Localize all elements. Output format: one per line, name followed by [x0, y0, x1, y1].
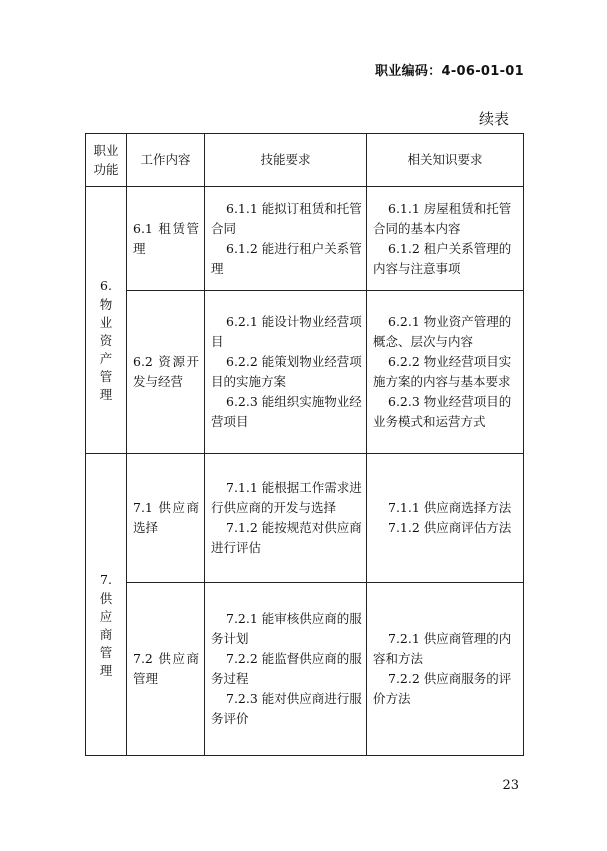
- table-row: [86, 291, 524, 454]
- skill-item: 6.2.1 能设计物业经营项目: [211, 314, 362, 349]
- skills-cell: [205, 291, 367, 454]
- knowledge-cell: [367, 291, 524, 454]
- skills-cell: [205, 187, 367, 291]
- knowledge-item: 7.2.2 供应商服务的评价方法: [373, 671, 512, 706]
- competency-table: [85, 133, 524, 756]
- table-row: [86, 454, 524, 583]
- knowledge-item: 6.2.1 物业资产管理的概念、层次与内容: [373, 314, 512, 349]
- knowledge-cell: [367, 583, 524, 756]
- function-cell: [86, 454, 127, 756]
- page-number: 23: [502, 778, 519, 793]
- work-content-cell: 7.2 供应商管理: [127, 583, 205, 756]
- knowledge-cell: [367, 187, 524, 291]
- skill-item: 6.2.2 能策划物业经营项目的实施方案: [211, 354, 362, 389]
- function-number: 7.: [100, 571, 112, 587]
- skill-item: 6.1.2 能进行租户关系管理: [211, 240, 362, 276]
- function-name: 供应商管理: [99, 590, 113, 678]
- function-cell: [86, 187, 127, 454]
- skill-item: 7.1.2 能按规范对供应商进行评估: [211, 520, 362, 555]
- function-number: 6.: [100, 278, 112, 293]
- header-work-content: 工作内容: [127, 134, 205, 187]
- work-content-cell: 6.1 租赁管理: [127, 187, 205, 291]
- table-header-row: [86, 134, 524, 187]
- skill-item: 6.2.3 能组织实施物业经营项目: [211, 394, 362, 429]
- knowledge-item: 7.1.1 供应商选择方法: [388, 500, 512, 515]
- skill-item: 6.1.1 能拟订租赁和托管合同: [211, 200, 362, 236]
- knowledge-item: 6.2.3 物业经营项目的业务模式和运营方式: [373, 394, 512, 429]
- header-knowledge-requirements: 相关知识要求: [367, 134, 524, 187]
- header-function: 职业 功能: [86, 134, 127, 187]
- skills-cell: [205, 454, 367, 583]
- knowledge-item: 7.1.2 供应商评估方法: [388, 520, 512, 535]
- skill-item: 7.1.1 能根据工作需求进行供应商的开发与选择: [211, 480, 362, 515]
- occupation-code: 职业编码：4-06-01-01: [374, 64, 524, 79]
- table-row: [86, 583, 524, 756]
- skill-item: 7.2.3 能对供应商进行服务评价: [211, 691, 362, 726]
- work-content-cell: 7.1 供应商选择: [127, 454, 205, 583]
- function-name: 物业资产管理: [99, 297, 113, 402]
- knowledge-item: 7.2.1 供应商管理的内容和方法: [373, 631, 512, 666]
- knowledge-item: 6.2.2 物业经营项目实施方案的内容与基本要求: [373, 354, 512, 389]
- skills-cell: [205, 583, 367, 756]
- knowledge-cell: [367, 454, 524, 583]
- knowledge-item: 6.1.2 租户关系管理的内容与注意事项: [373, 240, 512, 276]
- continued-label: 续表: [478, 110, 509, 128]
- header-skill-requirements: 技能要求: [205, 134, 367, 187]
- knowledge-item: 6.1.1 房屋租赁和托管合同的基本内容: [373, 200, 512, 236]
- work-content-cell: 6.2 资源开发与经营: [127, 291, 205, 454]
- skill-item: 7.2.2 能监督供应商的服务过程: [211, 651, 362, 686]
- skill-item: 7.2.1 能审核供应商的服务计划: [211, 611, 362, 646]
- table-row: [86, 187, 524, 291]
